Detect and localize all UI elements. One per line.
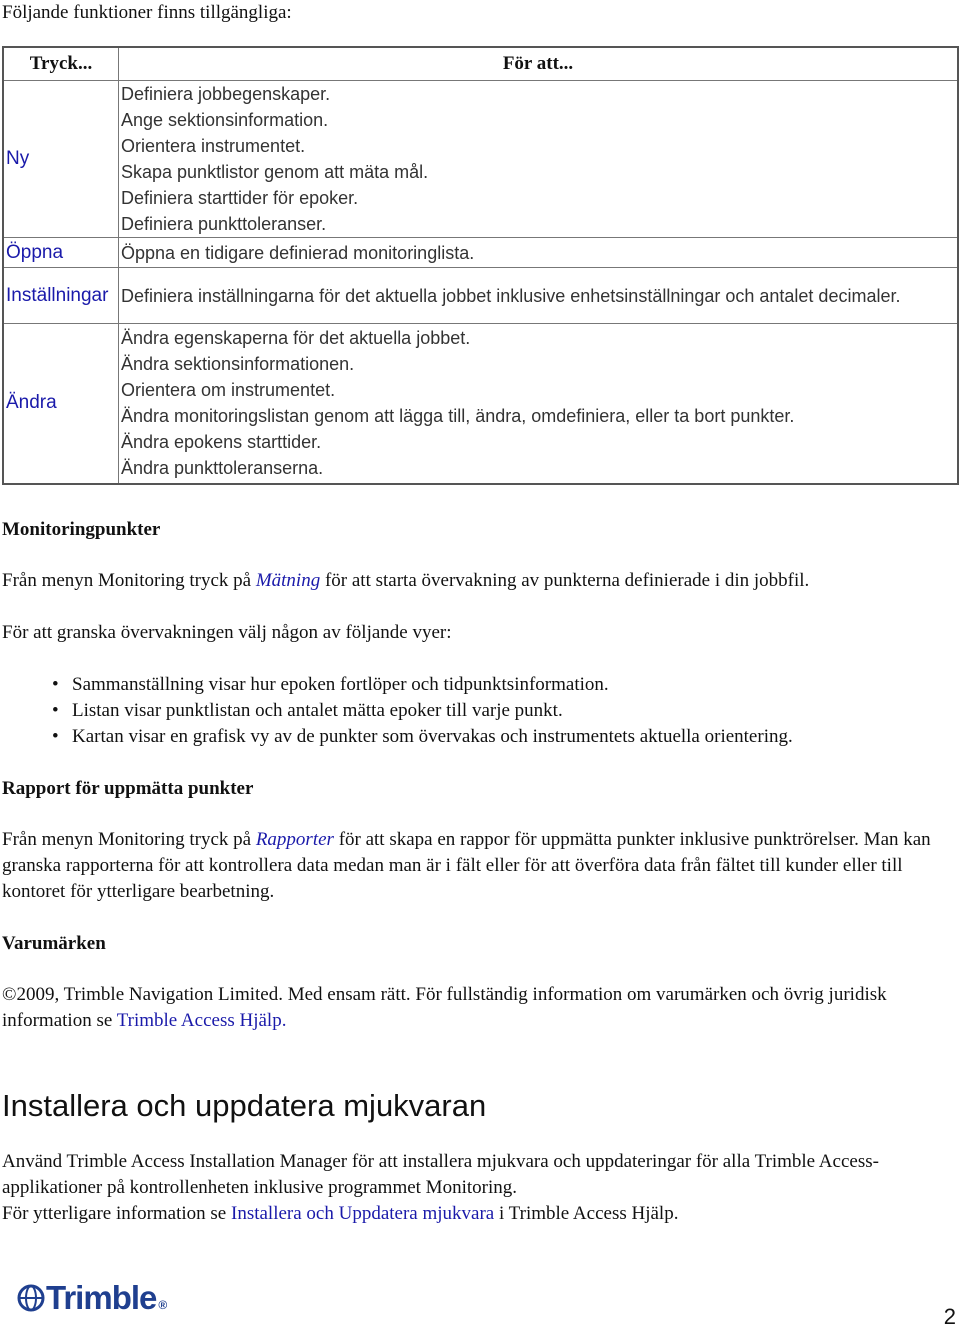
row-desc-installningar (119, 268, 959, 324)
desc-line: Definiera punkttoleranser. (121, 214, 327, 234)
matning-link[interactable]: Mätning (255, 570, 321, 591)
desc-line: Orientera instrumentet. (121, 136, 306, 156)
row-desc-ny (119, 81, 959, 238)
list-item: • Kartan visar en grafisk vy av de punkter som övervakas och instrumentets aktuella orientering. (52, 724, 793, 750)
row-desc-andra (119, 324, 959, 484)
table-row (3, 238, 958, 268)
desc-line: Ange sektionsinformation. (121, 110, 329, 130)
page-number: 2 (943, 1304, 956, 1329)
install-update-link[interactable]: Installera och Uppdatera mjukvara (231, 1203, 495, 1224)
globe-icon (16, 1283, 46, 1313)
install-paragraph-1: Använd Trimble Access Installation Manager för att installera mjukvara och uppdateringar för alla Trimble Access-applikationer på kontrollenheten inklusive programmet Monitoring. (2, 1151, 879, 1198)
header-press: Tryck... (3, 47, 119, 81)
table-header-row (3, 47, 958, 81)
row-key-andra[interactable]: Ändra (3, 324, 119, 484)
p-text: Från menyn Monitoring tryck på (2, 829, 256, 850)
p-text: för att skapa en rappor för uppmätta punkter inklusive punktrörelser. Man kan granska rapporterna för att kontrollera data medan man är i fält eller för att överföra data från fältet till kunder eller till kontoret för ytterligare bearbetning. (2, 829, 931, 902)
table-row (3, 268, 958, 324)
monitoring-heading: Monitoringpunkter (2, 519, 161, 540)
functions-table (2, 46, 959, 485)
desc-line: Ändra punkttoleranserna. (121, 458, 324, 479)
install-heading: Installera och uppdatera mjukvaran (2, 1088, 487, 1123)
list-item: • Sammanställning visar hur epoken fortlöper och tidpunktsinformation. (52, 672, 793, 698)
trademarks-heading: Varumärken (2, 933, 106, 954)
desc-line: Definiera jobbegenskaper. (121, 84, 331, 104)
table-row (3, 81, 958, 238)
desc-line: Skapa punktlistor genom att mäta mål. (121, 162, 429, 182)
desc-line: Ändra sektionsinformationen. (121, 354, 355, 375)
desc-line: Definiera starttider för epoker. (121, 188, 359, 208)
trimble-access-help-link[interactable]: Trimble Access Hjälp. (116, 1010, 287, 1031)
table-row (3, 324, 958, 484)
desc-line: Ändra epokens starttider. (121, 432, 322, 453)
registered-mark: ® (158, 1298, 168, 1312)
p-text: För ytterligare information se (2, 1203, 231, 1224)
report-paragraph (2, 827, 938, 905)
list-item: • Listan visar punktlistan och antalet mätta epoker till varje punkt. (52, 698, 793, 724)
trademarks-paragraph (2, 982, 942, 1034)
desc-line: Öppna en tidigare definierad monitoringlista. (121, 242, 475, 263)
desc-line: Orientera om instrumentet. (121, 380, 336, 401)
monitoring-paragraph-1 (2, 568, 940, 594)
row-desc-oppna (119, 238, 959, 268)
intro-text: Följande funktioner finns tillgängliga: (2, 2, 292, 23)
copyright-icon: © (2, 984, 17, 1005)
row-key-installningar[interactable]: Inställningar (3, 268, 119, 324)
logo-wordmark: Trimble (46, 1279, 157, 1316)
trimble-logo (16, 1278, 167, 1318)
row-key-oppna[interactable]: Öppna (3, 238, 119, 268)
monitoring-paragraph-2: För att granska övervakningen välj någon av följande vyer: (2, 622, 452, 643)
desc-line: Ändra egenskaperna för det aktuella jobbet. (121, 328, 471, 349)
desc-line: Definiera inställningarna för det aktuella jobbet inklusive enhetsinställningar och antalet decimaler. (121, 285, 901, 306)
rapporter-link[interactable]: Rapporter (255, 829, 334, 850)
p-text: 2009, Trimble Navigation Limited. Med ensam rätt. För fullständig information om varumärken och övrig juridisk information se (2, 984, 887, 1031)
views-list (52, 672, 793, 750)
p-text: för att starta övervakning av punkterna definierade i din jobbfil. (320, 570, 810, 591)
p-text: Från menyn Monitoring tryck på (2, 570, 256, 591)
install-paragraph-2 (2, 1201, 940, 1227)
desc-line: Ändra monitoringslistan genom att lägga till, ändra, omdefiniera, eller ta bort punkter. (121, 406, 795, 427)
report-heading: Rapport för uppmätta punkter (2, 778, 254, 799)
row-key-ny[interactable]: Ny (3, 81, 119, 238)
header-to: För att... (119, 47, 959, 81)
p-text: i Trimble Access Hjälp. (494, 1203, 679, 1224)
